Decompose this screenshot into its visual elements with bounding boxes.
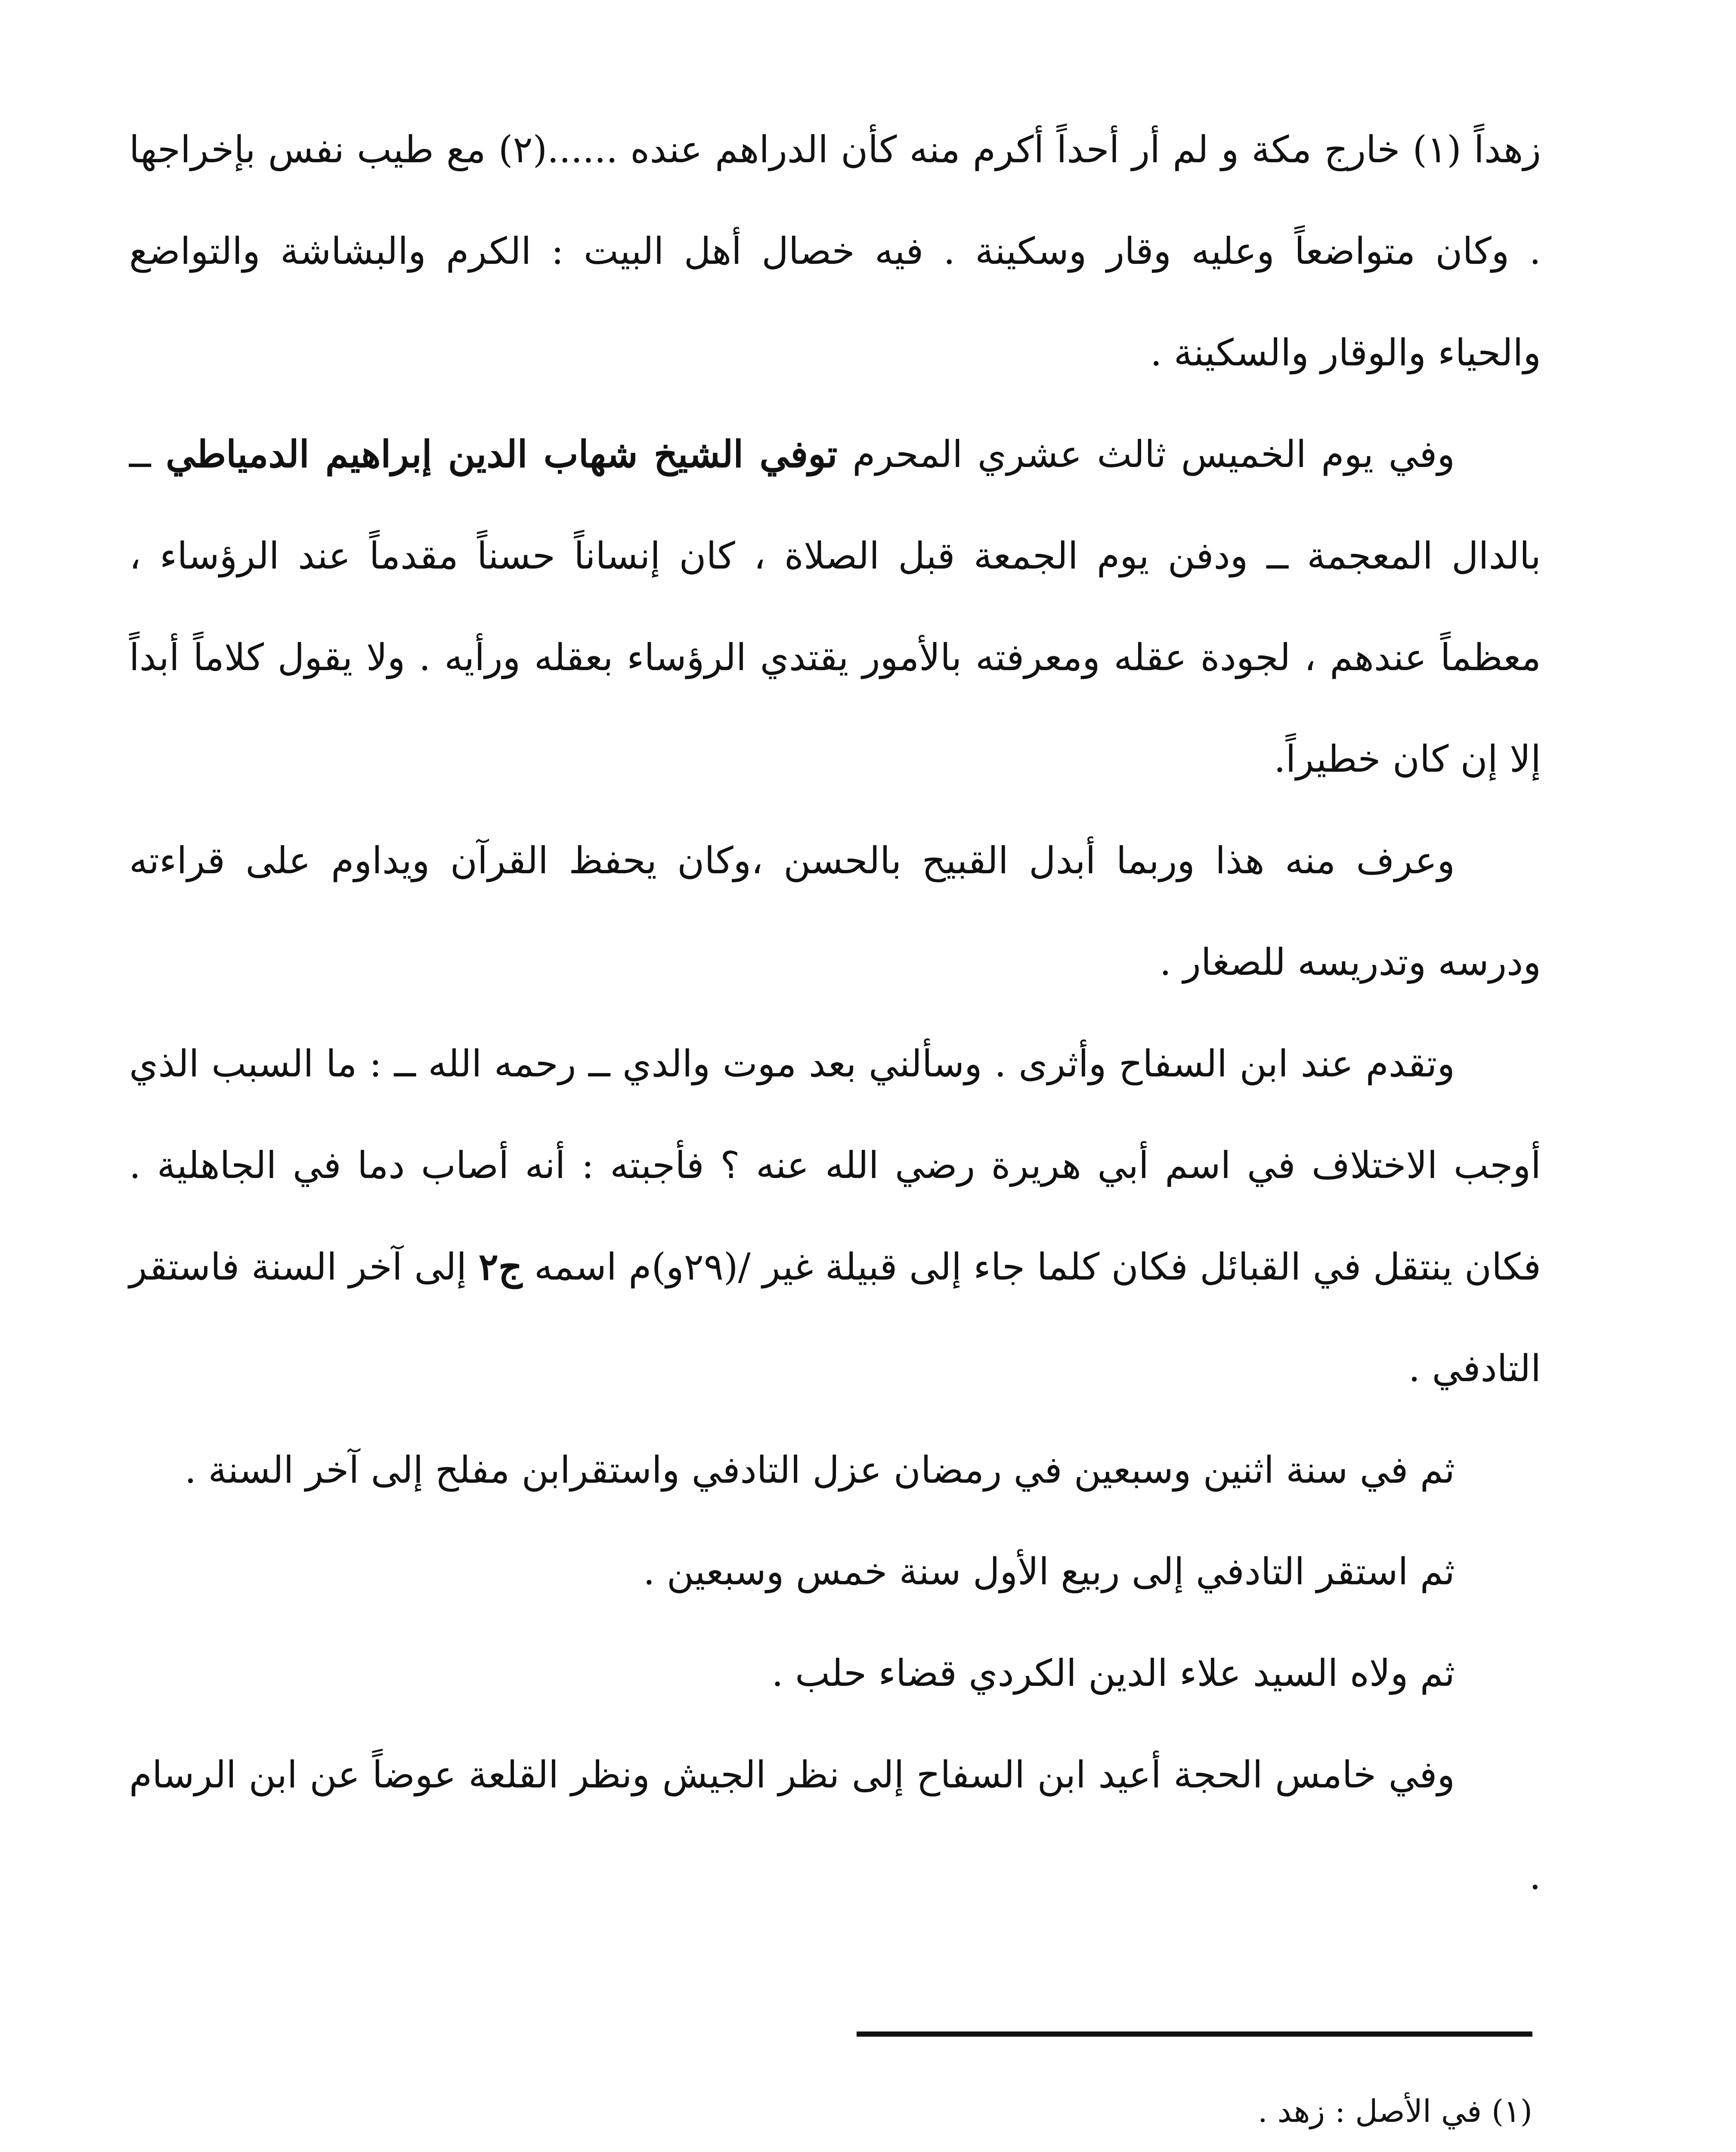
footnote-separator: [857, 2031, 1532, 2037]
paragraph-7-text: ثم ولاه السيد علاء الدين الكردي قضاء حلب .: [771, 1652, 1455, 1695]
paragraph-2: [129, 404, 1541, 810]
footnote-2: [430, 2148, 1532, 2152]
paragraph-4: [129, 1013, 1541, 1419]
main-text: [129, 99, 1541, 1927]
footnotes: [430, 2075, 1532, 2152]
paragraph-1: [129, 99, 1541, 404]
paragraph-5: [129, 1419, 1541, 1521]
paragraph-5-text: ثم في سنة اثنين وسبعين في رمضان عزل التادفي واستقرابن مفلح إلى آخر السنة .: [184, 1449, 1455, 1492]
paragraph-4-bold-mark: ج٢: [478, 1245, 523, 1289]
paragraph-6-text: ثم استقر التادفي إلى ربيع الأول سنة خمس وسبعين .: [643, 1550, 1455, 1593]
paragraph-4-before: وتقدم عند ابن السفاح وأثرى . وسألني بعد موت والدي ــ رحمه الله ــ : ما السبب الذي أوجب الاختلاف في اسم أبي هريرة رضي الله عنه ؟ فأجبته : أنه أصاب دما في الجاهلية . فكان ينتقل في القبائل فكان كلما جاء إلى قبيلة غير /(٢٩و)م اسمه: [129, 1042, 1541, 1289]
paragraph-3-text: وعرف منه هذا وربما أبدل القبيح بالحسن ،وكان يحفظ القرآن ويداوم على قراءته ودرسه وتدريسه للصغار .: [129, 839, 1541, 984]
paragraph-8-text: وفي خامس الحجة أعيد ابن السفاح إلى نظر الجيش ونظر القلعة عوضاً عن ابن الرسام .: [129, 1753, 1541, 1898]
paragraph-2-before: وفي يوم الخميس ثالث عشري المحرم: [837, 433, 1455, 476]
paragraph-7: [129, 1623, 1541, 1724]
paragraph-1-text: زهداً (١) خارج مكة و لم أر أحداً أكرم منه كأن الدراهم عنده ......(٢) مع طيب نفس بإخراجها . وكان متواضعاً وعليه وقار وسكينة . فيه خصال أهل البيت : الكرم والبشاشة والتواضع والحياء والوقار والسكينة .: [129, 128, 1541, 374]
paragraph-4-after: إلى آخر السنة فاستقر التادفي .: [129, 1246, 1541, 1390]
paragraph-2-after: ــ بالدال المعجمة ــ ودفن يوم الجمعة قبل الصلاة ، كان إنساناً حسناً مقدماً عند الرؤساء ، معظماً عندهم ، لجودة عقله ومعرفته بالأمور يقتدي الرؤساء بعقله ورأيه . ولا يقول كلاماً أبداً إلا إن كان خطيراً.: [129, 433, 1541, 781]
paragraph-8: [129, 1724, 1541, 1927]
paragraph-2-bold-name: توفي الشيخ شهاب الدين إبراهيم الدمياطي: [166, 433, 838, 476]
footnote-1: (١) في الأصل : زهد .: [1257, 2093, 1532, 2129]
paragraph-3: [129, 810, 1541, 1013]
paragraph-6: [129, 1521, 1541, 1623]
